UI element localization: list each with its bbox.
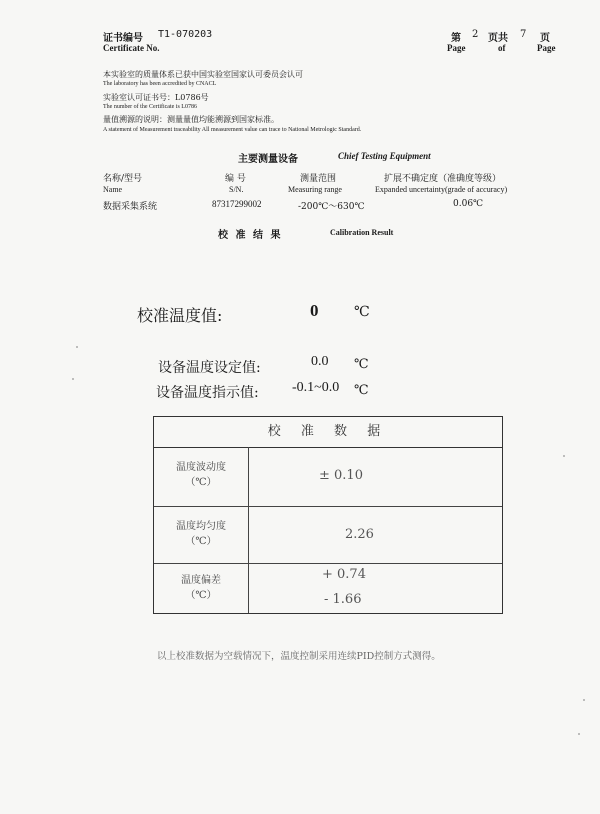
accreditation-line1-en: The laboratory has been accredited by CNACL — [103, 81, 217, 87]
page-number: 2 — [472, 29, 479, 40]
of-label-en: of — [498, 43, 506, 53]
scan-speck — [72, 378, 74, 380]
cert-no-label-en: Certificate No. — [103, 43, 160, 53]
cal-temp-value: 0 — [310, 301, 319, 320]
scan-speck — [583, 699, 585, 701]
deviation-value-minus: - 1.66 — [324, 592, 362, 607]
page-ye-gong: 页共 — [488, 33, 508, 44]
deviation-label: 温度偏差 （℃） — [181, 575, 221, 601]
scan-speck — [578, 733, 580, 735]
cert-no-label-cn: 证书编号 — [103, 33, 143, 44]
fluctuation-label: 温度波动度 （℃） — [176, 462, 226, 488]
equipment-header-sn-en: S/N. — [229, 185, 244, 194]
cert-no-value: T1-070203 — [158, 29, 213, 40]
equipment-header-name-en: Name — [103, 185, 123, 194]
page-ye: 页 — [540, 33, 550, 44]
deviation-value-plus: + 0.74 — [322, 567, 366, 582]
table-row-deviation — [154, 564, 502, 614]
equipment-row-sn: 87317299002 — [212, 199, 262, 209]
equipment-header-unc-cn: 扩展不确定度（准确度等级） — [384, 174, 502, 184]
cal-temp-unit: ℃ — [354, 304, 370, 320]
ind-temp-label: 设备温度指示值: — [156, 385, 259, 401]
equipment-header-name-cn: 名称/型号 — [103, 174, 143, 184]
equipment-row-range: -200℃～630℃ — [298, 202, 365, 212]
equipment-row-uncertainty: 0.06℃ — [453, 199, 484, 209]
equipment-header-range-cn: 测量范围 — [300, 174, 337, 184]
table-row-uniformity — [154, 507, 502, 564]
scan-speck — [76, 346, 78, 348]
page-total: 7 — [520, 29, 527, 40]
uniformity-value: 2.26 — [345, 527, 374, 542]
equipment-title-cn: 主要测量设备 — [238, 154, 298, 165]
ind-temp-unit: ℃ — [354, 383, 369, 398]
equipment-row-name: 数据采集系统 — [103, 202, 158, 212]
accreditation-line2-en: The number of the Certificate is L0786 — [103, 104, 197, 110]
set-temp-label: 设备温度设定值: — [158, 360, 261, 376]
accreditation-line2-cn: 实验室认可证书号：L0786号 — [103, 93, 209, 102]
ind-temp-value: -0.1~0.0 — [292, 380, 340, 395]
calibration-result-title-cn: 校 准 结 果 — [218, 230, 283, 241]
accreditation-line3-en: A statement of Measurement traceability All measurement value can trace to National Metrologic Standard. — [103, 127, 362, 133]
accreditation-line1-cn: 本实验室的质量体系已获中国实验室国家认可委员会认可 — [103, 70, 303, 79]
page-label-en: Page — [447, 43, 466, 53]
fluctuation-value: ± 0.10 — [319, 468, 363, 483]
equipment-header-unc-en: Expanded uncertainty(grade of accuracy) — [375, 185, 508, 194]
equipment-title-en: Chief Testing Equipment — [338, 151, 431, 161]
equipment-header-range-en: Measuring range — [288, 185, 342, 194]
accreditation-line3-cn: 量值溯源的说明：测量量值均能溯源到国家标准。 — [103, 115, 279, 124]
calibration-data-title: 校 准 数 据 — [154, 417, 502, 448]
calibration-result-title-en: Calibration Result — [330, 228, 394, 237]
equipment-header-sn-cn: 编 号 — [225, 174, 246, 184]
page-di: 第 — [451, 33, 461, 44]
set-temp-unit: ℃ — [354, 357, 369, 372]
scan-speck — [563, 455, 565, 457]
set-temp-value: 0.0 — [311, 354, 329, 369]
cal-temp-label: 校准温度值: — [137, 306, 223, 325]
page-label-en-2: Page — [537, 43, 556, 53]
uniformity-label: 温度均匀度 （℃） — [176, 521, 226, 547]
footer-note: 以上校准数据为空载情况下，温度控制采用连续PID控制方式测得。 — [157, 651, 441, 662]
calibration-data-table — [153, 416, 503, 614]
table-row-fluctuation — [154, 447, 502, 507]
